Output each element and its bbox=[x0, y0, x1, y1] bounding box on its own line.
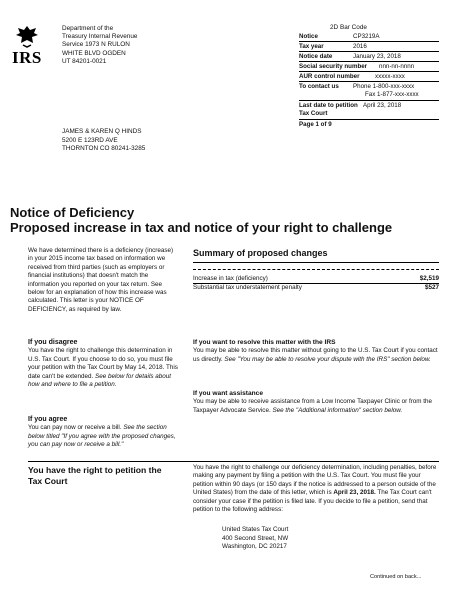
sender-address bbox=[62, 25, 137, 66]
summary-label: Substantial tax understatement penalty bbox=[193, 284, 302, 291]
assistance-text bbox=[193, 398, 439, 415]
barcode-label: 2D Bar Code bbox=[330, 24, 367, 31]
section-divider bbox=[28, 461, 439, 462]
info-row-last-date bbox=[299, 101, 439, 120]
irs-logo-text: IRS bbox=[12, 48, 42, 67]
resolve-body: You may be able to resolve this matter without going to the U.S. Tax Court if you contact us directly. bbox=[193, 347, 438, 363]
resolve-text bbox=[193, 347, 439, 364]
summary-amount: $527 bbox=[424, 284, 439, 291]
info-value: April 23, 2018 bbox=[363, 102, 402, 109]
recipient-address bbox=[62, 128, 145, 154]
info-row-notice-date bbox=[299, 52, 439, 62]
info-row-ssn bbox=[299, 62, 439, 72]
address-line: 400 Second Street, NW bbox=[222, 534, 289, 542]
continued-note: Continued on back... bbox=[370, 574, 422, 580]
petition-deadline: April 23, 2018. bbox=[333, 489, 376, 497]
disagree-italic: See below for details about how and where to file a petition. bbox=[28, 372, 171, 389]
intro-paragraph: We have determined there is a deficiency (increase) in your 2015 income tax based on information we received from third parties (such as employers or financial institutions) that doesn't match the information you reported on your tax return. See below for an explanation of how this increase was calculated. This letter is your NOTICE OF DEFICIENCY, as required by law. bbox=[28, 247, 174, 313]
info-key: To contact us bbox=[299, 83, 339, 90]
sender-line: Department of the bbox=[62, 25, 114, 32]
info-row-tax-year bbox=[299, 42, 439, 52]
recipient-line: JAMES & KAREN Q HINDS bbox=[62, 128, 142, 135]
resolve-italic: See "You may be able to resolve your dispute with the IRS" section below. bbox=[224, 355, 431, 363]
petition-body: You have the right to challenge our deficiency determination, including penalties, before making any payment by filing a petition with the U.S. Tax Court. You must file your petition within 90 days (or 150 days if the notice is addressed to a person outside of the United States) from the date of this letter, which is bbox=[193, 464, 437, 497]
contact-fax: Fax 1-877-xxx-xxxx bbox=[365, 91, 419, 98]
sender-line: UT 84201-0021 bbox=[62, 57, 107, 65]
summary-rule bbox=[193, 262, 439, 263]
summary-row-deficiency bbox=[193, 275, 439, 284]
info-key: Notice bbox=[299, 33, 318, 40]
irs-logo bbox=[12, 24, 42, 68]
info-key: Last date to petition Tax Court bbox=[299, 102, 358, 117]
petition-body-cont: The Tax Court can't consider your case if the petition is filed late. If you decide to file a petition, send that petition to the following address: bbox=[193, 489, 432, 514]
info-key: Social security number bbox=[299, 63, 368, 70]
info-key: Tax year bbox=[299, 43, 324, 50]
petition-text bbox=[193, 464, 439, 514]
recipient-line: 5200 E 123RD AVE bbox=[62, 136, 118, 144]
info-row-aur bbox=[299, 72, 439, 82]
address-line: Washington, DC 20217 bbox=[222, 543, 287, 551]
resolve-section bbox=[193, 339, 439, 364]
agree-heading: If you agree bbox=[28, 416, 68, 423]
petition-heading: You have the right to petition the Tax Court bbox=[28, 465, 162, 486]
sender-line: Treasury Internal Revenue bbox=[62, 33, 138, 41]
disagree-section bbox=[28, 339, 178, 389]
assistance-italic: See the "Additional information" section below. bbox=[272, 406, 403, 414]
tax-court-address bbox=[222, 526, 288, 552]
assistance-heading: If you want assistance bbox=[193, 390, 263, 397]
info-value: January 23, 2018 bbox=[353, 53, 401, 60]
info-key: AUR control number bbox=[299, 73, 360, 80]
recipient-line: THORNTON CO 80241-3285 bbox=[62, 145, 146, 153]
info-value: xxxxx-xxxx bbox=[375, 73, 405, 80]
address-line: United States Tax Court bbox=[222, 526, 289, 533]
agree-italic: See the section below titled "If you agree with the proposed changes, you can pay now or receive a bill." bbox=[28, 424, 176, 449]
disagree-body: You have the right to challenge this determination in U.S. Tax Court. If you choose to do so, you must file your petition with the Tax Court by May 14, 2018. This date can't be extended. bbox=[28, 347, 178, 380]
info-value: CP3219A bbox=[353, 33, 380, 40]
disagree-text bbox=[28, 347, 178, 389]
eagle-icon bbox=[14, 24, 40, 48]
info-value: 2016 bbox=[353, 43, 367, 50]
summary-row-penalty bbox=[193, 284, 439, 291]
contact-phone: Phone 1-800-xxx-xxxx bbox=[353, 83, 415, 90]
info-key: Notice date bbox=[299, 53, 333, 60]
page-indicator: Page 1 of 9 bbox=[299, 121, 332, 128]
page-subtitle: Proposed increase in tax and notice of your right to challenge bbox=[10, 220, 393, 235]
disagree-heading: If you disagree bbox=[28, 339, 78, 346]
summary-title: Summary of proposed changes bbox=[193, 248, 328, 258]
resolve-heading: If you want to resolve this matter with the IRS bbox=[193, 339, 336, 346]
sender-line: WHITE BLVD OGDEN bbox=[62, 49, 126, 57]
assistance-section bbox=[193, 390, 439, 415]
notice-info-table bbox=[299, 32, 439, 130]
summary-label: Increase in tax (deficiency) bbox=[193, 275, 268, 282]
info-row-page bbox=[299, 120, 439, 130]
sender-line: Service 1973 N RULON bbox=[62, 41, 130, 49]
assistance-body: You may be able to receive assistance from a Low Income Taxpayer Clinic or from the Taxpayer Advocate Service. bbox=[193, 398, 433, 414]
agree-body: You can pay now or receive a bill. bbox=[28, 424, 122, 432]
page-title: Notice of Deficiency bbox=[10, 205, 135, 220]
summary-amount: $2,519 bbox=[419, 275, 439, 282]
info-value: nnn-nn-nnnn bbox=[379, 63, 415, 70]
info-value bbox=[353, 82, 439, 99]
summary-dashed-rule bbox=[193, 269, 439, 270]
info-row-notice bbox=[299, 32, 439, 42]
agree-section bbox=[28, 416, 178, 450]
agree-text bbox=[28, 424, 178, 449]
info-row-contact bbox=[299, 82, 439, 101]
